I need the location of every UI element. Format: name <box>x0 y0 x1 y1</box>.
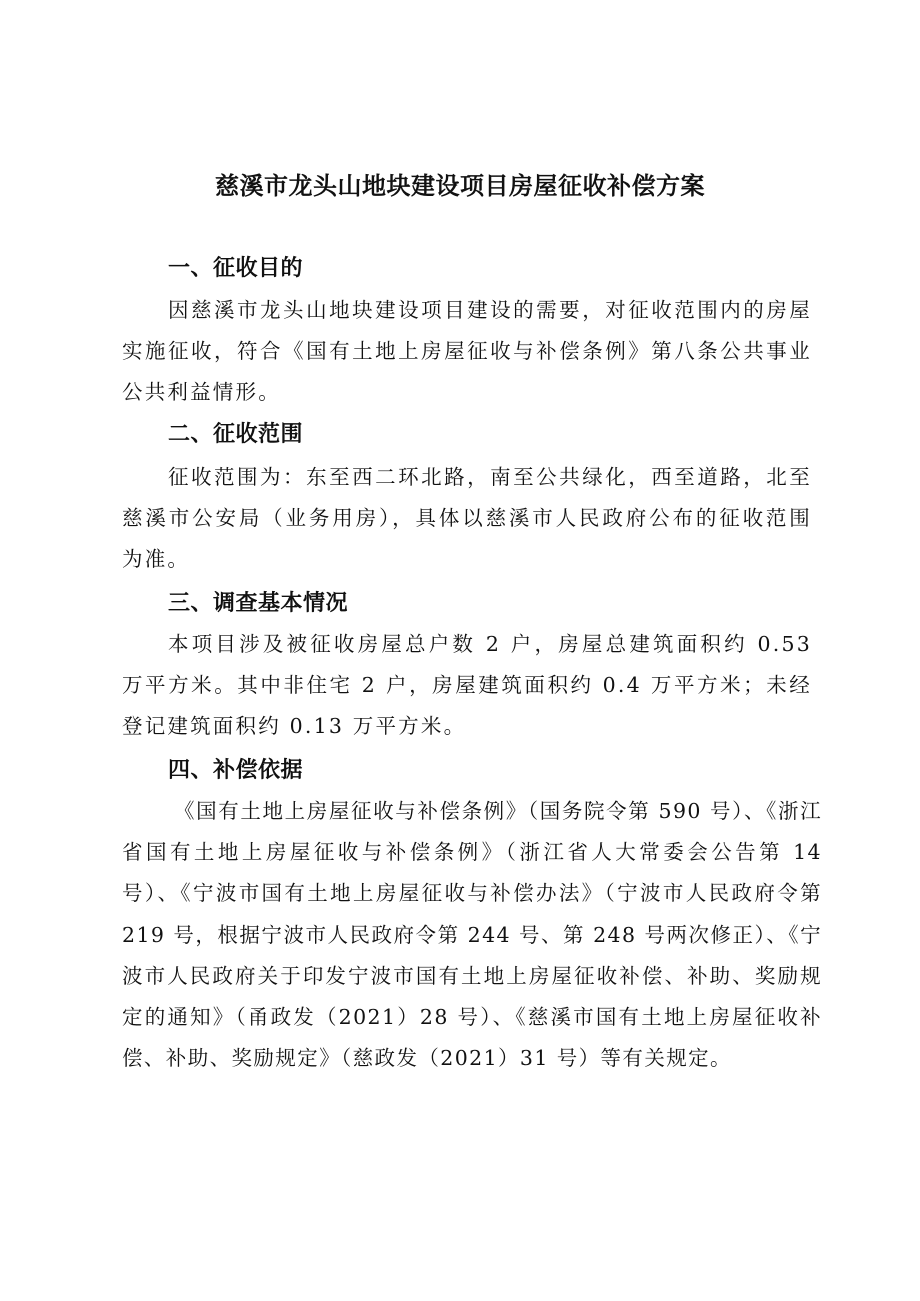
section-text-basis: 《国有土地上房屋征收与补偿条例》（国务院令第 590 号）、《浙江省国有土地上房屋征收与补偿条例》（浙江省人大常委会公告第 14 号）、《宁波市国有土地上房屋征收与补偿办法》（宁波市人民政府令第 219 号，根据宁波市人民政府令第 244 号、第 248 号两次修正）、《宁波市人民政府关于印发宁波市国有土地上房屋征收补偿、补助、奖励规定的通知》（甬政发（2021）28 号）、《慈溪市国有土地上房屋征收补偿、补助、奖励规定》（慈政发（2021）31 号）等有关规定。 <box>122 799 822 1071</box>
section-heading-scope: 二、征收范围 <box>168 422 304 447</box>
section-heading-basis: 四、补偿依据 <box>168 758 304 783</box>
section-text-survey: 本项目涉及被征收房屋总户数 2 户，房屋总建筑面积约 0.53 万平方米。其中非住宅 2 户，房屋建筑面积约 0.4 万平方米；未经登记建筑面积约 0.13 万平方米。 <box>122 632 812 739</box>
section-text-purpose: 因慈溪市龙头山地块建设项目建设的需要，对征收范围内的房屋实施征收，符合《国有土地上房屋征收与补偿条例》第八条公共事业公共利益情形。 <box>122 298 812 405</box>
section-text-scope: 征收范围为：东至西二环北路，南至公共绿化，西至道路，北至慈溪市公安局（业务用房），具体以慈溪市人民政府公布的征收范围为准。 <box>122 465 812 572</box>
document-title: 慈溪市龙头山地块建设项目房屋征收补偿方案 <box>215 172 705 200</box>
section-heading-purpose: 一、征收目的 <box>168 256 304 281</box>
section-heading-survey: 三、调查基本情况 <box>168 591 349 616</box>
